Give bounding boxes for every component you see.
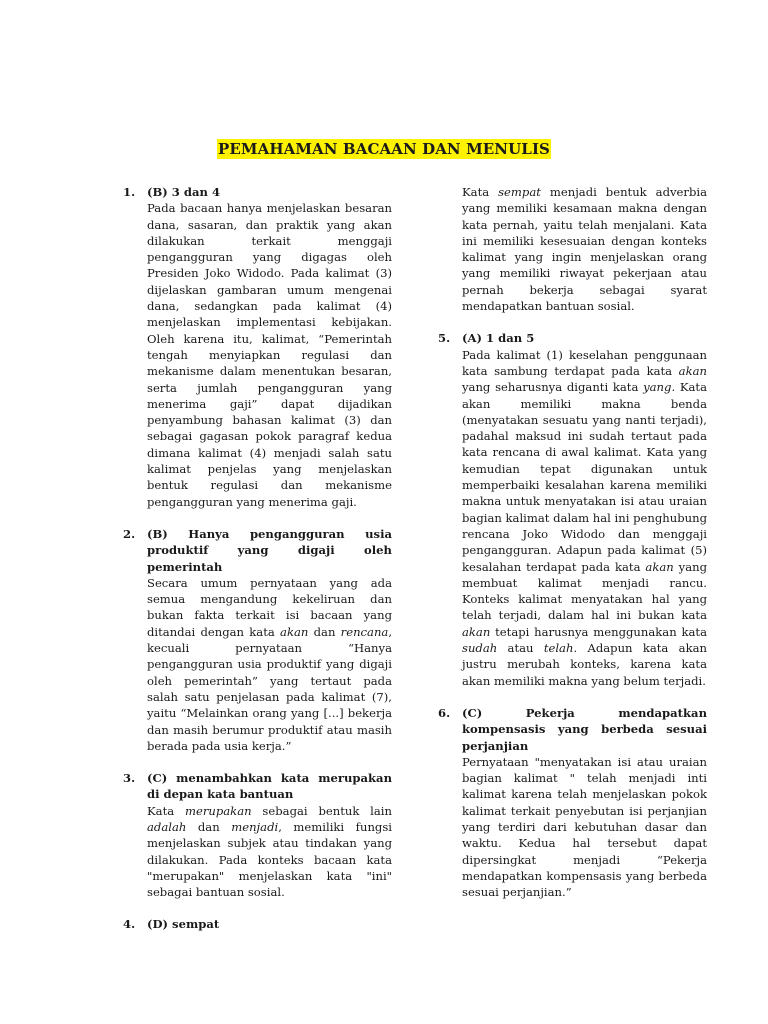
left-column [123, 184, 393, 949]
answer-item-1 [123, 184, 392, 510]
answer-item-4-continued [462, 184, 707, 314]
answer-item-3 [123, 770, 392, 900]
answer-heading: (B) Hanya pengangguran usia produktif yang digaji oleh pemerintah [147, 526, 392, 574]
item-number: 1. [123, 185, 136, 199]
item-number: 3. [123, 771, 136, 786]
page-title: PEMAHAMAN BACAAN DAN MENULIS [217, 140, 550, 158]
item-number: 6. [438, 705, 451, 720]
explanation-text: Pada bacaan hanya menjelaskan besaran dana, sasaran, dan praktik yang akan dilakukan terkait menggaji pengangguran yang digagas oleh Presiden Joko Widodo. Pada kalimat (3) dijelaskan gambaran umum mengenai dana, sedangkan pada kalimat (4) menjelaskan implementasi kebijakan. Oleh karena itu, kalimat, “Pemerintah tengah menyiapkan regulasi dan mekanisme dalam menentukan besaran, serta jumlah pengangguran yang menerima gaji” dapat dijadikan penyambung bahasan kalimat (3) dan sebagai gagasan pokok paragraf kedua dimana kalimat (4) menjadi salah satu kalimat penjelas yang menjelaskan bentuk regulasi dan mekanisme pengangguran yang menerima gaji. [147, 201, 392, 509]
explanation-text: Kata sempat menjadi bentuk adverbia yang memiliki kesamaan makna dengan kata pernah, yaitu telah menjalani. Kata ini memiliki kesesuaian dengan konteks kalimat yang ingin menjelaskan orang yang memiliki riwayat pekerjaan atau pernah bekerja sebagai syarat mendapatkan bantuan sosial. [462, 185, 707, 314]
explanation-text: Pada kalimat (1) keselahan penggunaan kata sambung terdapat pada kata akan yang seharusnya diganti kata yang. Kata akan memiliki makna benda (menyatakan sesuatu yang nanti terjadi), padahal maksud ini sudah tertaut pada kata rencana di awal kalimat. Kata yang kemudian tepat digunakan untuk memperbaiki kesalahan karena memiliki makna untuk menyatakan isi atau uraian bagian kalimat dalam hal ini penghubung rencana Joko Widodo dan menggaji pengangguran. Adapun pada kalimat (5) kesalahan terdapat pada kata akan yang membuat kalimat menjadi rancu. Konteks kalimat menyatakan hal yang telah terjadi, dalam hal ini bukan kata akan tetapi harusnya menggunakan kata sudah atau telah. Adapun kata akan justru merubah konteks, karena kata akan memiliki makna yang belum terjadi. [462, 347, 707, 688]
right-column [438, 184, 707, 916]
answer-item-5 [438, 330, 707, 689]
answer-heading: (D) sempat [147, 917, 220, 932]
answer-heading: (A) 1 dan 5 [462, 331, 535, 346]
page-title-wrap [0, 139, 768, 158]
explanation-text: Secara umum pernyataan yang ada semua mengandung kekeliruan dan bukan fakta terkait isi bacaan yang ditandai dengan kata akan dan rencana, kecuali pernyataan “Hanya pengangguran usia produktif yang digaji oleh pemerintah” yang tertaut pada salah satu penjelasan pada kalimat (7), yaitu “Melainkan orang yang [...] bekerja dan masih berumur produktif atau masih berada pada usia kerja.” [147, 575, 393, 753]
answer-heading: (B) 3 dan 4 [147, 185, 221, 199]
answer-item-4 [123, 916, 392, 932]
answer-item-2 [123, 526, 393, 754]
explanation-text: Kata merupakan sebagai bentuk lain adalah dan menjadi, memiliki fungsi menjelaskan subjek atau tindakan yang dilakukan. Pada konteks bacaan kata "merupakan" menjelaskan kata "ini" sebagai bantuan sosial. [147, 803, 392, 900]
answer-heading: (C) menambahkan kata merupakan di depan kata bantuan [147, 771, 392, 802]
answer-item-6 [438, 705, 707, 901]
explanation-text: Pernyataan "menyatakan isi atau uraian bagian kalimat " telah menjadi inti kalimat karena telah menjelaskan pokok kalimat terkait penyebutan isi perjanjian yang terdiri dari kebutuhan dasar dan waktu. Kedua hal tersebut dapat dipersingkat menjadi “Pekerja mendapatkan kompensasis yang berbeda sesuai perjanjian.” [462, 754, 707, 900]
item-number: 4. [123, 917, 136, 932]
item-number: 5. [438, 331, 451, 346]
answer-heading: (C) Pekerja mendapatkan kompensasis yang berbeda sesuai perjanjian [462, 705, 707, 753]
item-number: 2. [123, 526, 136, 541]
